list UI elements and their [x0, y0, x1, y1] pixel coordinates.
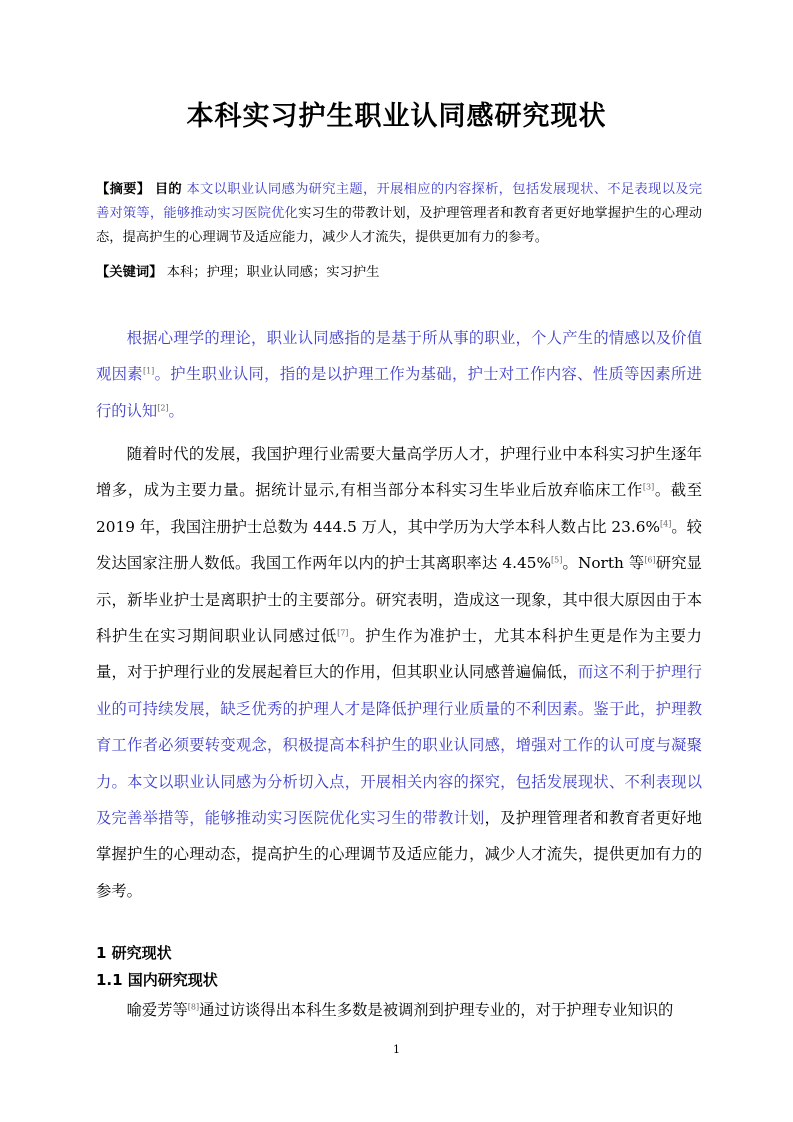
citation: [6] [644, 555, 656, 565]
citation: [3] [642, 482, 655, 492]
citation: [7] [337, 628, 349, 638]
text-run: 。较发达国家注册人数低。我国工作两年以内的护士其离职率达 4.45% [96, 517, 702, 573]
paragraph-domestic-research [96, 992, 702, 1028]
page-number: 1 [393, 1043, 400, 1056]
text-run: 研究显示，新毕业护士是离职护士的主要部分。研究表明，造成这一现象，其中很大原因由于本科护生在实习期间职业认同感过低 [96, 554, 702, 646]
text-run: 通过访谈得出本科生多数是被调剂到护理专业的，对于护理专业知识的 [199, 1001, 674, 1019]
text-run: 根据心理学的理论，职业认同感指的是基于所从事的职业，个人产生的情感以及价值观因素 [96, 329, 702, 384]
citation: [1] [142, 366, 155, 376]
keywords [96, 261, 702, 285]
citation: [4] [660, 519, 672, 529]
text-run: ，及护理管理者和教育者更好地掌握护生的心理动态，提高护生的心理调节及适应能力，减少人才流失，提供更加有力的参考。 [96, 809, 702, 900]
abstract [96, 178, 702, 250]
paragraph-definition [96, 320, 702, 429]
abstract-text: 实习生的带教计划，及护理管理者和教育者更好地掌握护生的心理动态，提高护生的心理调节及适应能力，减少人才流失，提供更加有力的参考。 [96, 206, 703, 245]
abstract-purpose-label: 目的 [154, 182, 182, 197]
citation: [2] [157, 403, 169, 413]
text-run: 喻爱芳等 [126, 1001, 188, 1019]
citation: [8] [187, 1002, 200, 1012]
keywords-text: 本科；护理；职业认同感；实习护生 [166, 265, 380, 280]
text-run: 。 [168, 401, 184, 420]
text-run: 。护生作为准护士，尤其本科护生更是作为主要力量，对于护理行业的发展起着巨大的作用，但其职业认同感普遍偏低， [96, 627, 702, 682]
section-heading: 1 研究现状 [96, 944, 172, 962]
text-run-highlight: 而这不利于护理行业的可持续发展，缺乏优秀的护理人才是降低护理行业质量的不利因素。鉴于此，护理教育工作者必须要转变观念，积极提高本科护生的职业认同感，增强对工作的认可度与凝聚力。本文以职业认同感为分析切入点，开展相关内容的探究，包括发展现状、不利表现以及完善举措等，能够推动实习医院优化实习生的带教计划 [96, 663, 702, 828]
text-run: 。North 等 [562, 554, 645, 573]
paragraph-background [96, 436, 702, 909]
abstract-text-highlight: 本文以职业认同感为研究主题，开展相应的内容探析，包括发展现状、不足表现以及完善对策等，能够推动实习医院优化 [96, 182, 703, 221]
subsection-heading: 1.1 国内研究现状 [96, 971, 218, 989]
page-title: 本科实习护生职业认同感研究现状 [186, 101, 607, 132]
text-run: 随着时代的发展，我国护理行业需要大量高学历人才，护理行业中本科实习护生逐年增多，成为主要力量。据统计显示,有相当部分本科实习生毕业后放弃临床工作 [96, 445, 702, 500]
abstract-label: 【摘要】 [96, 182, 151, 197]
text-run: 。截至 2019 年，我国注册护士总数为 444.5 万人，其中学历为大学本科人数占比 23.6% [96, 481, 702, 536]
text-run: 。护生职业认同，指的是以护理工作为基础，护士对工作内容、性质等因素所进行的认知 [96, 365, 702, 420]
citation: [5] [551, 555, 563, 565]
keywords-label: 【关键词】 [96, 265, 163, 280]
